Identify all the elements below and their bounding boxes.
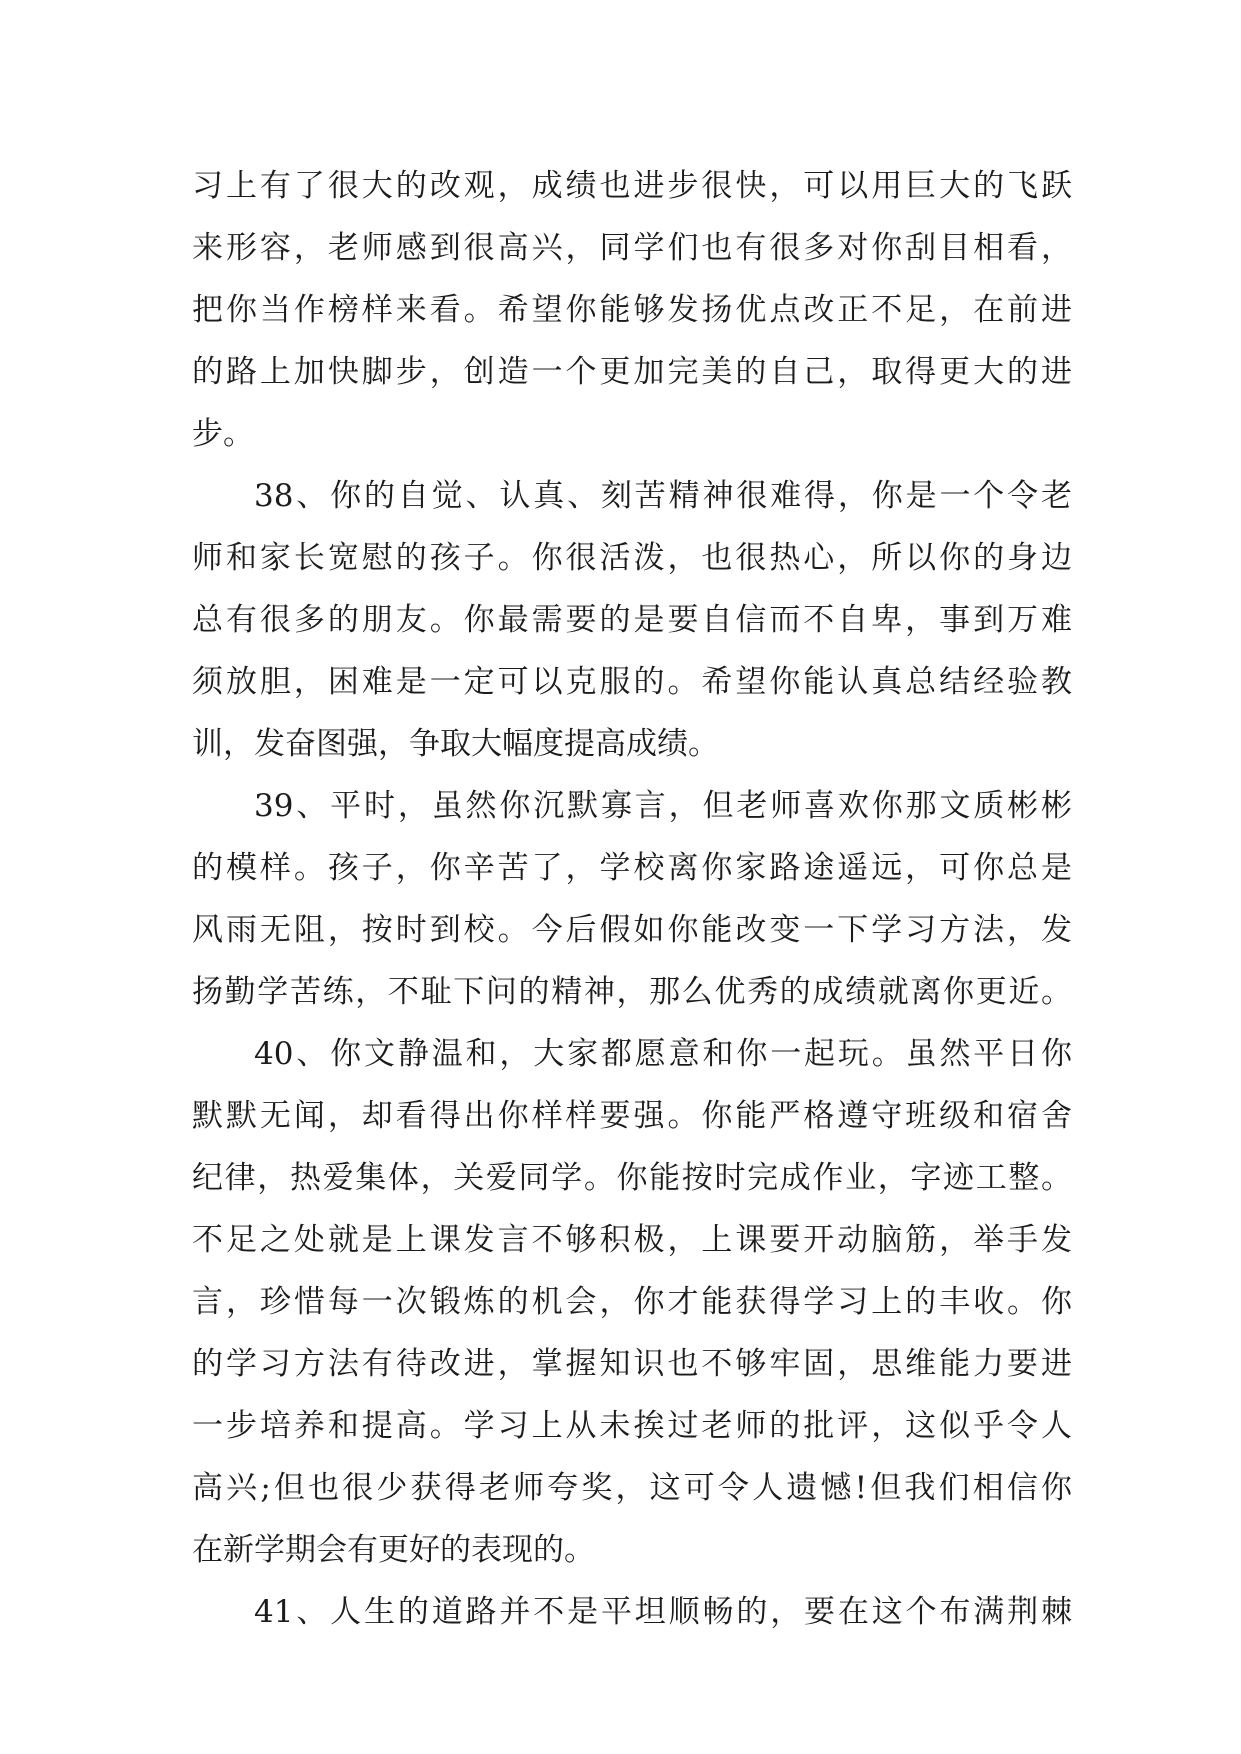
- text-line: 默默无闻，却看得出你样样要强。你能严格遵守班级和宿舍: [192, 1098, 1072, 1134]
- paragraph-40-first-line: 40、你文静温和，大家都愿意和你一起玩。虽然平日你: [254, 1036, 1072, 1072]
- paragraph-41-first-line: 41、人生的道路并不是平坦顺畅的，要在这个布满荆棘: [254, 1594, 1072, 1630]
- text-line: 纪律，热爱集体，关爱同学。你能按时完成作业，字迹工整。: [192, 1160, 1072, 1196]
- text-line: 风雨无阻，按时到校。今后假如你能改变一下学习方法，发: [192, 912, 1072, 948]
- text-line: 一步培养和提高。学习上从未挨过老师的批评，这似乎令人: [192, 1408, 1072, 1444]
- document-body: [192, 155, 1072, 1643]
- paragraph-38-first-line: 38、你的自觉、认真、刻苦精神很难得，你是一个令老: [254, 478, 1072, 514]
- text-line: 的路上加快脚步，创造一个更加完美的自己，取得更大的进: [192, 354, 1072, 390]
- text-line: 把你当作榜样来看。希望你能够发扬优点改正不足，在前进: [192, 292, 1072, 328]
- text-line: 的模样。孩子，你辛苦了，学校离你家路途遥远，可你总是: [192, 850, 1072, 886]
- text-line: 来形容，老师感到很高兴，同学们也有很多对你刮目相看，: [192, 230, 1072, 266]
- text-line: 的学习方法有待改进，掌握知识也不够牢固，思维能力要进: [192, 1346, 1072, 1382]
- text-line: 不足之处就是上课发言不够积极，上课要开动脑筋，举手发: [192, 1222, 1072, 1258]
- text-line: 须放胆，困难是一定可以克服的。希望你能认真总结经验教: [192, 664, 1072, 700]
- text-line: 扬勤学苦练，不耻下问的精神，那么优秀的成绩就离你更近。: [192, 974, 1072, 1010]
- text-line: 言，珍惜每一次锻炼的机会，你才能获得学习上的丰收。你: [192, 1284, 1072, 1320]
- text-line: 在新学期会有更好的表现的。: [192, 1532, 595, 1568]
- text-line: 训，发奋图强，争取大幅度提高成绩。: [192, 726, 719, 762]
- text-line: 习上有了很大的改观，成绩也进步很快，可以用巨大的飞跃: [192, 168, 1072, 204]
- text-line: 高兴;但也很少获得老师夸奖，这可令人遗憾!但我们相信你: [192, 1470, 1072, 1506]
- text-line: 师和家长宽慰的孩子。你很活泼，也很热心，所以你的身边: [192, 540, 1072, 576]
- text-line: 步。: [192, 416, 254, 452]
- paragraph-39-first-line: 39、平时，虽然你沉默寡言，但老师喜欢你那文质彬彬: [254, 788, 1072, 824]
- text-line: 总有很多的朋友。你最需要的是要自信而不自卑，事到万难: [192, 602, 1072, 638]
